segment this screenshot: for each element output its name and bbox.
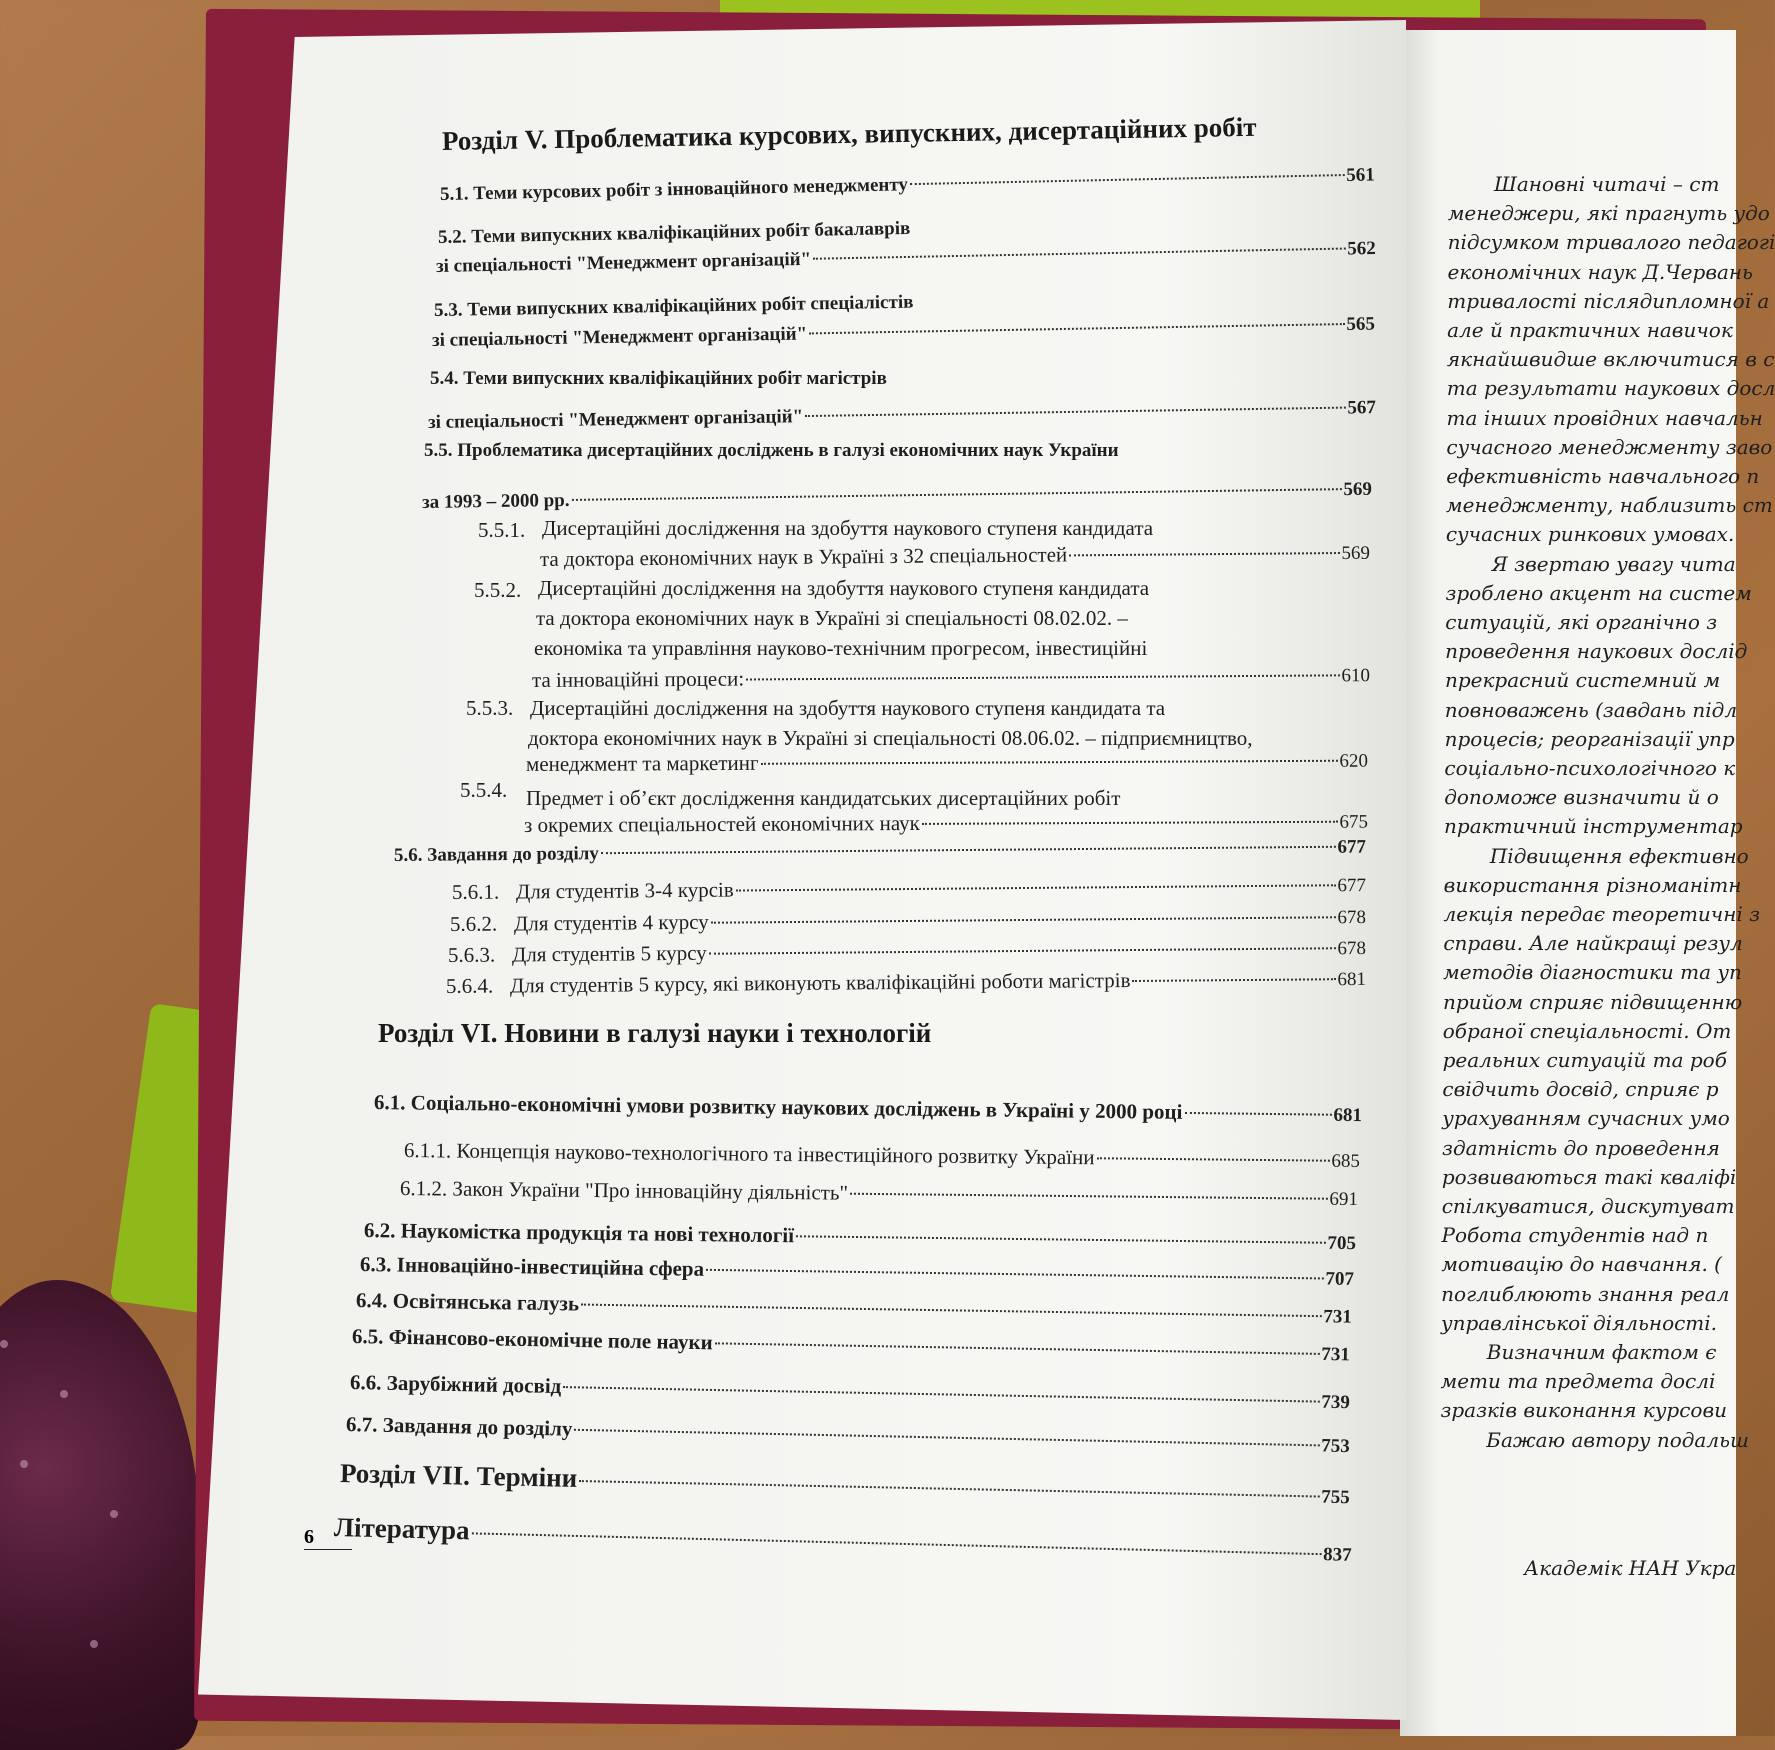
toc-entry-6-7[interactable]: 6.7. Завдання до розділу 753 (345, 1412, 1350, 1458)
toc-entry-5-6[interactable]: 5.6. Завдання до розділу 677 (393, 836, 1367, 866)
toc-num-5-5-4: 5.5.4. (460, 778, 508, 802)
foreword-line: якнайшвидше включитися в с (1446, 347, 1775, 372)
foreword-line: менеджери, які прагнуть удо (1447, 201, 1770, 226)
toc-num-5-5-3: 5.5.3. (466, 696, 514, 720)
foreword-line: та інших провідних навчальн (1446, 405, 1763, 430)
foreword-line: прийом сприяє підвищенню (1442, 989, 1743, 1014)
toc-entry-5-3-line1: 5.3. Теми випускних кваліфікаційних робіт спеціалістів (433, 291, 914, 321)
toc-entry-5-4[interactable]: зі спеціальності "Менеджмент організацій" 567 (427, 397, 1377, 433)
foreword-line: Робота студентів над п (1441, 1223, 1709, 1248)
foreword-line: допоможе визначити й о (1444, 785, 1719, 810)
toc-entry-5-5-2-line3: економіка та управління науково-технічним прогресом, інвестиційні (534, 636, 1148, 660)
foreword-line: використання різноманітн (1443, 872, 1742, 897)
foreword-line: соціально-психологічного к (1444, 756, 1736, 780)
foreword-line: економічних наук Д.Червань (1447, 259, 1753, 284)
toc-entry-5-6-1[interactable]: 5.6.1. Для студентів 3-4 курсів 677 (451, 875, 1367, 904)
toc-entry-5-5[interactable]: за 1993 – 2000 рр. 569 (421, 478, 1373, 513)
foreword-line: Підвищення ефективно (1489, 843, 1749, 868)
toc-entry-6-2[interactable]: 6.2. Наукомістка продукція та нові технології 705 (363, 1218, 1357, 1255)
toc-entry-5-5-1[interactable]: та доктора економічних наук в Україні з 32 спеціальностей 569 (539, 542, 1371, 571)
toc-entry-6-6[interactable]: 6.6. Зарубіжний досвід 739 (349, 1370, 1350, 1414)
toc-entry-5-2[interactable]: зі спеціальності "Менеджмент організацій" 562 (435, 237, 1377, 277)
foreword-line: ситуацій, які органічно з (1445, 610, 1718, 634)
foreword-line: Бажаю автору подальш (1486, 1427, 1749, 1452)
foreword-line: Визначним фактом є (1486, 1340, 1717, 1364)
toc-entry-5-5-3[interactable]: менеджмент та маркетинг 620 (525, 750, 1369, 776)
foreword-line: Я звертаю увагу чита (1491, 551, 1736, 576)
foreword-line: менеджменту, наблизить ст (1446, 493, 1773, 518)
page-number: 6 (304, 1526, 352, 1550)
foreword-line: поглиблюють знання реал (1441, 1281, 1730, 1306)
toc-entry-5-6-4[interactable]: 5.6.4. Для студентів 5 курсу, які виконують кваліфікаційні роботи магістрів 681 (445, 968, 1367, 998)
foreword-line: обраної спеціальності. От (1442, 1018, 1732, 1043)
foreword-line: та результати наукових досл (1446, 376, 1775, 401)
foreword-line: прекрасний системний м (1444, 668, 1721, 693)
section-5-title: Розділ V. Проблематика курсових, випускних, дисертаційних робіт (441, 111, 1257, 156)
section-6-title: Розділ VI. Новини в галузі науки і технологій (378, 1018, 932, 1048)
foreword-line: лекція передає теоретичні з (1443, 902, 1761, 926)
toc-entry-5-3[interactable]: зі спеціальності "Менеджмент організацій" 565 (431, 313, 1376, 351)
foreword-line: свідчить досвід, сприяє р (1442, 1077, 1719, 1102)
foreword-line: мотивацію до навчання. ( (1441, 1252, 1722, 1277)
foreword-line: сучасних ринкових умовах. (1445, 522, 1735, 547)
toc-entry-5-5-line1: 5.5. Проблематика дисертаційних досліджень в галузі економічних наук України (424, 440, 1119, 461)
toc-entry-5-2-line1: 5.2. Теми випускних кваліфікаційних робіт бакалаврів (437, 217, 911, 248)
toc-entry-5-5-2-line1: Дисертаційні дослідження на здобуття наукового ступеня кандидата (538, 576, 1150, 600)
foreword-line: управлінської діяльності. (1440, 1310, 1718, 1335)
toc-entry-6-3[interactable]: 6.3. Інноваційно-інвестиційна сфера 707 (359, 1252, 1355, 1290)
toc-entry-5-5-2[interactable]: та інноваційні процеси: 610 (531, 665, 1371, 692)
toc-entry-6-1-2[interactable]: 6.1.2. Закон України "Про інноваційну діяльність" 691 (399, 1176, 1359, 1211)
foreword-line: реальних ситуацій та роб (1442, 1048, 1727, 1072)
foreword-line: проведення наукових дослід (1445, 639, 1748, 664)
foreword-line: але й практичних навичок (1447, 318, 1733, 342)
toc-entry-5-5-3-line2: доктора економічних наук в Україні зі спеціальності 08.06.02. – підприємництво, (528, 726, 1253, 750)
toc-entry-6-1[interactable]: 6.1. Соціально-економічні умови розвитку наукових досліджень в Україні у 2000 році 681 (373, 1090, 1363, 1127)
foreword-line: сучасного менеджменту заво (1446, 434, 1773, 459)
foreword-line: ефективність навчального п (1446, 464, 1760, 488)
toc-entry-6-1-1[interactable]: 6.1.1. Концепція науково-технологічного та інвестиційного розвитку України 685 (403, 1138, 1361, 1173)
foreword-line: справи. Але найкращі резул (1443, 931, 1743, 956)
toc-entry-6-5[interactable]: 6.5. Фінансово-економічне поле науки 731 (351, 1324, 1351, 1366)
toc-entry-5-6-3[interactable]: 5.6.3. Для студентів 5 курсу 678 (447, 937, 1367, 967)
toc-num-5-5-1: 5.5.1. (478, 518, 526, 542)
toc-entry-5-5-4-line1: Предмет і об’єкт дослідження кандидатських дисертаційних робіт (526, 786, 1121, 810)
foreword-line: зроблено акцент на систем (1445, 580, 1752, 605)
foreword-line: спілкуватися, дискутуват (1441, 1194, 1735, 1218)
foreword-line: зразків виконання курсови (1440, 1398, 1727, 1423)
foreword-line: методів діагностики та уп (1443, 960, 1742, 985)
toc-entry-section-7[interactable]: Розділ VII. Терміни 755 (339, 1458, 1350, 1509)
toc-entry-5-5-4[interactable]: з окремих спеціальностей економічних наук 675 (523, 810, 1369, 837)
foreword-line: підсумком тривалого педагогі (1447, 230, 1775, 255)
toc-entry-literature[interactable]: Література 837 (333, 1512, 1352, 1566)
toc-entry-5-5-2-line2: та доктора економічних наук в Україні зі спеціальності 08.02.02. – (536, 606, 1128, 630)
foreword-line: Шановні читачі – ст (1494, 172, 1720, 196)
toc-entry-5-5-1-line1: Дисертаційні дослідження на здобуття наукового ступеня кандидата (542, 516, 1154, 540)
foreword-line: здатність до проведення (1442, 1135, 1720, 1160)
toc-entry-5-1[interactable]: 5.1. Теми курсових робіт з інноваційного менеджменту 561 (439, 164, 1376, 205)
foreword-line: повноважень (завдань підл (1444, 697, 1738, 722)
foreword-line: урахуванням сучасних умо (1442, 1106, 1730, 1131)
foreword-line: процесів; реорганізації упр (1444, 726, 1735, 751)
toc-entry-5-4-line1: 5.4. Теми випускних кваліфікаційних робіт магістрів (430, 368, 887, 389)
foreword-line: розвиваються такі кваліфі (1441, 1164, 1737, 1189)
foreword-line: тривалості післядипломної а (1447, 288, 1770, 313)
foreword-line: практичний інструментар (1444, 814, 1743, 839)
toc-entry-6-4[interactable]: 6.4. Освітянська галузь 731 (355, 1288, 1353, 1328)
toc-num-5-5-2: 5.5.2. (474, 578, 522, 602)
toc-entry-5-6-2[interactable]: 5.6.2. Для студентів 4 курсу 678 (449, 907, 1367, 936)
foreword-line: мети та предмета дослі (1440, 1369, 1716, 1394)
signature: Академік НАН Укра (1524, 1556, 1737, 1580)
toc-entry-5-5-3-line1: Дисертаційні дослідження на здобуття наукового ступеня кандидата та (530, 696, 1166, 720)
